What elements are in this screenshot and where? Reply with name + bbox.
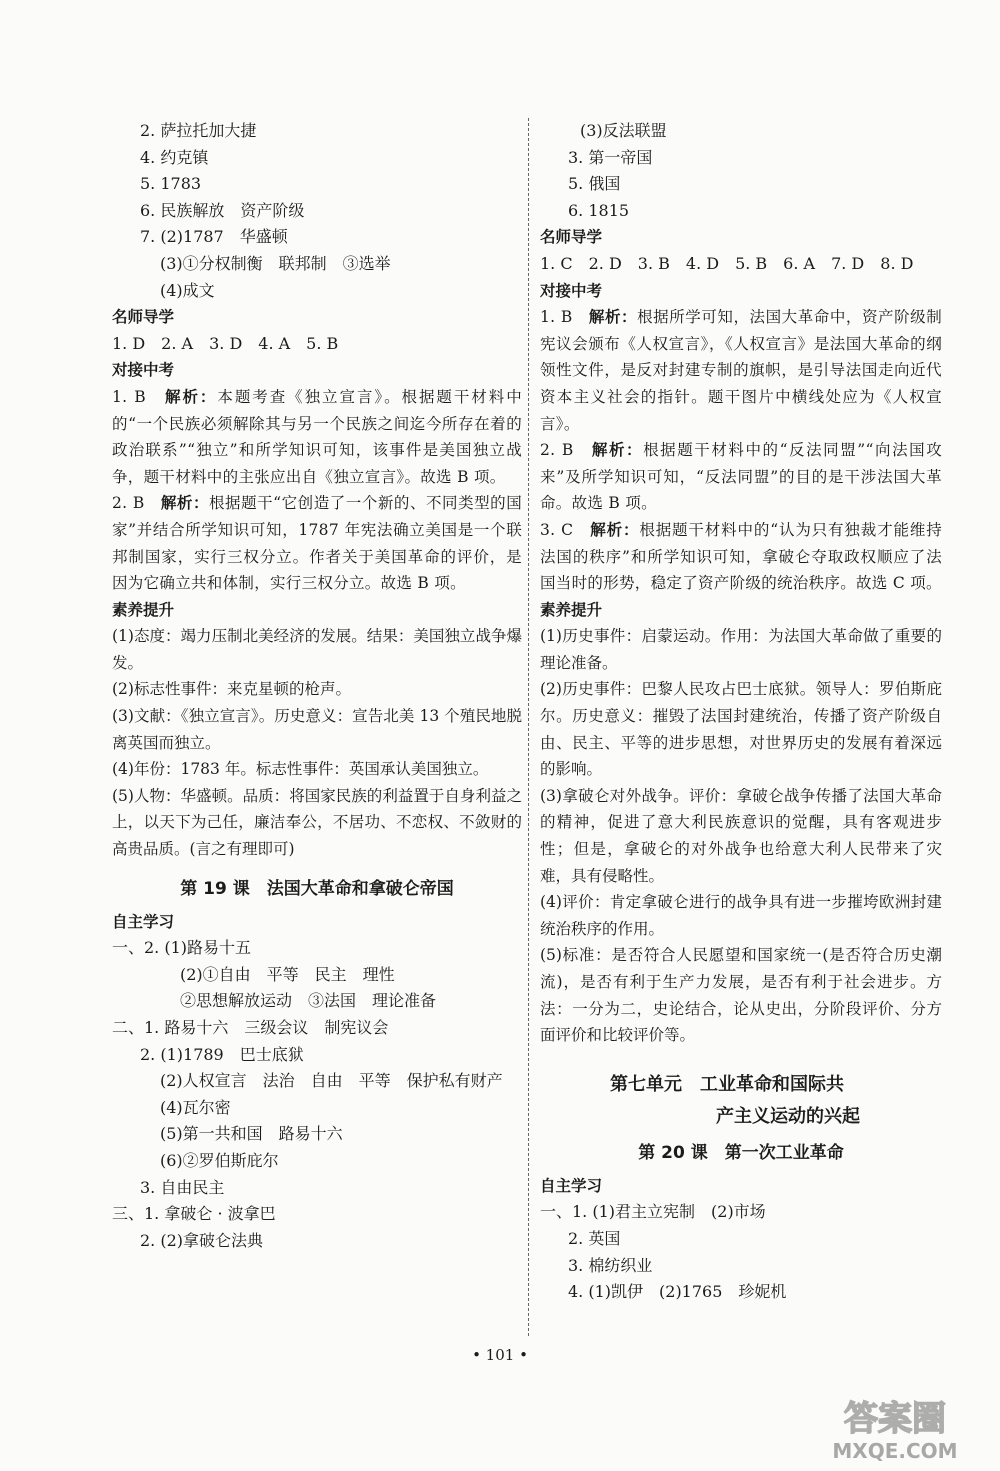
right-column [540, 118, 942, 1306]
answer-line: 三、1. 拿破仑 · 波拿巴 [112, 1204, 276, 1224]
answer-paragraph: (4)评价：肯定拿破仑进行的战争具有进一步摧垮欧洲封建统治秩序的作用。 [540, 893, 942, 938]
left-column [112, 118, 522, 1254]
question-number: 1. B [112, 387, 146, 406]
analysis-label: 解析： [590, 520, 640, 539]
section-heading: 名师导学 [112, 308, 175, 327]
column-divider [528, 118, 529, 1336]
svg-text:MXQE.COM: MXQE.COM [832, 1439, 958, 1463]
answer-paragraph: (5)标准：是否符合人民愿望和国家统一(是否符合历史潮流)，是否有利于生产力发展，是否有利于社会进步。方法：一分为二，史论结合，论从史出，分阶段评价、分方面评价和比较评价等。 [540, 946, 942, 1045]
answer-line: 2. (1)1789 巴士底狱 [140, 1044, 304, 1064]
answer-line: 一、2. (1)路易十五 [112, 938, 252, 958]
answer-paragraph: (3)文献：《独立宣言》。历史意义：宣告北美 13 个殖民地脱离英国而独立。 [112, 707, 522, 752]
lesson-title: 第 19 课 法国大革命和拿破仑帝国 [180, 878, 454, 899]
answer-line: 一、1. (1)君主立宪制 (2)市场 [540, 1202, 766, 1222]
explanation [540, 437, 942, 517]
lesson-title: 第 20 课 第一次工业革命 [638, 1142, 844, 1163]
analysis-label: 解析： [591, 441, 644, 460]
answer-line: (2)①自由 平等 民主 理性 [180, 964, 395, 984]
explanation [112, 490, 522, 596]
section-heading: 自主学习 [112, 912, 175, 931]
analysis-text: 根据题干“它创造了一个新的、不同类型的国家”并结合所学知识可知，1787 年宪法确立美国是一个联邦制国家，实行三权分立。作者关于美国革命的评价，是因为它确立共和体制，实行三权分立。故选 B 项。 [112, 494, 522, 593]
answer-line: 3. 棉纺织业 [568, 1255, 653, 1275]
question-number: 2. B [540, 441, 574, 460]
answer-line: 二、1. 路易十六 三级会议 制宪议会 [112, 1018, 389, 1037]
analysis-label: 解析： [160, 494, 209, 513]
answer-line: (3)反法联盟 [580, 121, 667, 140]
page-number: • 101 • [472, 1346, 528, 1364]
answer-line: 6. 1815 [568, 200, 630, 220]
answer-line: (4)成文 [160, 280, 215, 300]
analysis-label: 解析： [165, 387, 218, 406]
analysis-text: 根据题干材料中的“反法同盟”“向法国攻来”及所学知识可知，“反法同盟”的目的是干涉法国大革命。故选 B 项。 [540, 441, 942, 513]
section-heading: 素养提升 [540, 600, 603, 619]
svg-text:答案圈: 答案圈 [844, 1399, 946, 1439]
explanation [112, 384, 522, 490]
explanation [540, 517, 942, 597]
unit-title-line2: 产主义运动的兴起 [716, 1105, 860, 1127]
question-number: 1. B [540, 308, 573, 327]
answer-line: 2. 英国 [568, 1228, 621, 1248]
question-number: 3. C [540, 520, 574, 539]
section-heading: 自主学习 [540, 1176, 603, 1195]
answer-line: 4. (1)凯伊 (2)1765 珍妮机 [568, 1282, 787, 1302]
section-heading: 名师导学 [540, 228, 603, 247]
question-number: 2. B [112, 494, 145, 513]
answer-line: (6)②罗伯斯庇尔 [160, 1150, 279, 1170]
answer-line: 2. 萨拉托加大捷 [140, 121, 257, 140]
answer-line: (3)①分权制衡 联邦制 ③选举 [160, 253, 391, 273]
unit-title-line1: 第七单元 工业革命和国际共 [610, 1073, 844, 1095]
explanation [540, 304, 942, 437]
analysis-label: 解析： [588, 308, 638, 327]
answer-line: 3. 自由民主 [140, 1177, 225, 1197]
answer-line: 6. 民族解放 资产阶级 [140, 200, 305, 220]
answer-line: 3. 第一帝国 [568, 147, 653, 167]
section-heading: 素养提升 [112, 600, 175, 619]
answer-line: (4)瓦尔密 [160, 1097, 231, 1117]
answer-line: (5)第一共和国 路易十六 [160, 1124, 343, 1144]
analysis-text: 根据所学可知，法国大革命中，资产阶级制宪议会颁布《人权宣言》，《人权宣言》是法国大革命的纲领性文件，是反对封建专制的旗帜，是引导法国走向近代资本主义社会的指针。题干图片中横线处应为《人权宣言》。 [540, 308, 942, 433]
section-heading: 对接中考 [112, 361, 175, 380]
answer-paragraph: (1)态度：竭力压制北美经济的发展。结果：美国独立战争爆发。 [112, 627, 522, 672]
analysis-text: 本题考查《独立宣言》。根据题干材料中的“一个民族必须解除其与另一个民族之间迄今所存在着的政治联系”“独立”和所学知识可知，该事件是美国独立战争，题干材料中的主张应出自《独立宣言》。故选 B 项。 [112, 387, 522, 486]
answer-paragraph: (1)历史事件：启蒙运动。作用：为法国大革命做了重要的理论准备。 [540, 627, 942, 672]
answer-paragraph: (5)人物：华盛顿。品质：将国家民族的利益置于自身利益之上，以天下为己任，廉洁奉公，不居功、不恋权、不敛财的高贵品质。(言之有理即可) [112, 786, 522, 859]
section-heading: 对接中考 [540, 281, 603, 300]
answer-line: 7. (2)1787 华盛顿 [140, 227, 288, 247]
answer-line: 5. 1783 [140, 174, 202, 194]
analysis-text: 根据题干材料中的“认为只有独裁才能维持法国的秩序”和所学知识可知，拿破仑夺取政权顺应了法国当时的形势，稳定了资产阶级的统治秩序。故选 C 项。 [540, 520, 942, 593]
answer-line: 1. C 2. D 3. B 4. D 5. B 6. A 7. D 8. D [540, 253, 914, 273]
answer-line: 1. D 2. A 3. D 4. A 5. B [112, 333, 339, 353]
answer-paragraph: (2)历史事件：巴黎人民攻占巴士底狱。领导人：罗伯斯庇尔。历史意义：摧毁了法国封建统治，传播了资产阶级自由、民主、平等的进步思想，对世界历史的发展有着深远的影响。 [540, 680, 942, 779]
answer-line: (2)人权宣言 法治 自由 平等 保护私有财产 [160, 1071, 503, 1091]
answer-paragraph: (4)年份：1783 年。标志性事件：英国承认美国独立。 [112, 760, 489, 779]
answer-line: ②思想解放运动 ③法国 理论准备 [180, 991, 437, 1011]
answer-line: 2. (2)拿破仑法典 [140, 1230, 264, 1250]
answer-paragraph: (2)标志性事件：来克星顿的枪声。 [112, 680, 351, 699]
answer-line: 5. 俄国 [568, 174, 621, 194]
watermark-logo [800, 1390, 990, 1465]
answer-paragraph: (3)拿破仑对外战争。评价：拿破仑战争传播了法国大革命的精神，促进了意大利民族意识的觉醒，具有客观进步性；但是，拿破仑的对外战争也给意大利人民带来了灾难，具有侵略性。 [540, 786, 942, 885]
answer-line: 4. 约克镇 [140, 147, 209, 167]
